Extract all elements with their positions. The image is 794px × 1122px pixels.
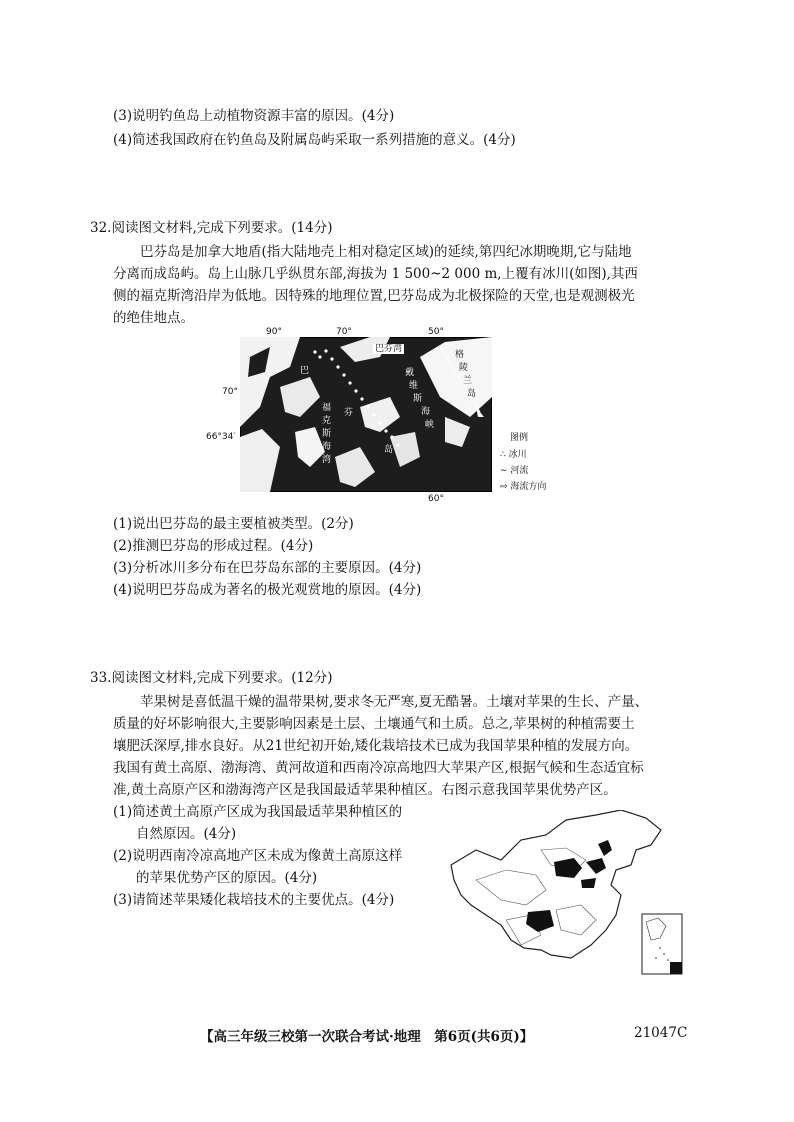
map-label-greenland-2: 陵 bbox=[459, 363, 469, 373]
legend-river-label: 河流 bbox=[510, 466, 529, 476]
q32-text-line4: 的绝佳地点。 bbox=[113, 310, 194, 326]
river-icon: ∼ bbox=[500, 466, 508, 476]
q32-text-line1: 巴芬岛是加拿大地盾(指大陆地壳上相对稳定区域)的延续,第四纪冰期晚期,它与陆地 bbox=[140, 244, 632, 260]
legend-current-label: 海流方向 bbox=[510, 482, 547, 492]
q33-text-line4: 我国有黄土高原、渤海湾、黄河故道和西南冷凉高地四大苹果产区,根据气候和生态适宜标 bbox=[113, 760, 644, 776]
map-label-davis-4: 海 bbox=[421, 407, 431, 417]
map-lon-50: 50° bbox=[428, 327, 444, 337]
map-lat-66: 66°34′ bbox=[206, 432, 236, 442]
map-frame bbox=[240, 337, 492, 492]
map-label-greenland-4: 岛 bbox=[467, 389, 477, 399]
map-label-davis-1: 戴 bbox=[405, 368, 415, 378]
current-arrow-icon: ⇨ bbox=[500, 482, 508, 492]
map-lon-90: 90° bbox=[266, 327, 282, 337]
map-lon-70: 70° bbox=[336, 327, 352, 337]
q32-sub3: (3)分析冰川多分布在巴芬岛东部的主要原因。(4分) bbox=[113, 560, 422, 576]
q32-text-line2: 分离而成岛屿。岛上山脉几乎纵贯东部,海拔为 1 500~2 000 m,上覆有冰川(如图),其西 bbox=[113, 266, 638, 282]
glacier-icon: ∴ bbox=[500, 450, 506, 460]
q32-heading: 32.阅读图文材料,完成下列要求。(14分) bbox=[90, 220, 333, 236]
map-label-baffin-bay: 巴芬湾 bbox=[375, 344, 403, 354]
legend-river bbox=[500, 463, 528, 476]
q32-sub1: (1)说出巴芬岛的最主要植被类型。(2分) bbox=[113, 516, 354, 532]
legend-current bbox=[500, 479, 546, 492]
q31-sub4: (4)简述我国政府在钓鱼岛及附属岛屿采取一系列措施的意义。(4分) bbox=[113, 132, 516, 148]
q33-text-line2: 质量的好坏影响很大,主要影响因素是土层、土壤通气和土质。总之,苹果树的种植需要土 bbox=[113, 716, 635, 732]
map-label-greenland-3: 兰 bbox=[463, 376, 473, 386]
map-label-foxe-2: 克 bbox=[322, 416, 332, 426]
map-lat-70: 70° bbox=[222, 387, 238, 397]
legend-glacier bbox=[500, 447, 527, 460]
q33-text-line1: 苹果树是喜低温干燥的温带果树,要求冬无严寒,夏无酷暑。土壤对苹果的生长、产量、 bbox=[140, 694, 649, 710]
map-label-davis-5: 峡 bbox=[425, 420, 435, 430]
q33-heading: 33.阅读图文材料,完成下列要求。(12分) bbox=[90, 670, 333, 686]
map-label-foxe-1: 福 bbox=[322, 403, 332, 413]
q33-sub1-line1: (1)简述黄土高原产区成为我国最适苹果种植区的 bbox=[113, 804, 403, 820]
q32-sub4: (4)说明巴芬岛成为著名的极光观赏地的原因。(4分) bbox=[113, 582, 422, 598]
map-legend-title: 图例 bbox=[510, 433, 529, 443]
footer-code: 21047C bbox=[634, 1025, 688, 1041]
legend-glacier-label: 冰川 bbox=[508, 450, 527, 460]
q33-sub2-line1: (2)说明西南冷凉高地产区未成为像黄土高原这样 bbox=[113, 848, 403, 864]
map-label-foxe-3: 斯 bbox=[322, 429, 332, 439]
q32-text-line3: 侧的福克斯湾沿岸为低地。因特殊的地理位置,巴芬岛成为北极探险的天堂,也是观测极光 bbox=[113, 288, 635, 304]
q33-sub2-line2: 的苹果优势产区的原因。(4分) bbox=[136, 870, 318, 886]
q33-text-line3: 壤肥沃深厚,排水良好。从21世纪初开始,矮化栽培技术已成为我国苹果种植的发展方向。 bbox=[113, 738, 639, 754]
map-label-foxe-5: 湾 bbox=[322, 455, 332, 465]
map-label-davis-3: 斯 bbox=[413, 394, 423, 404]
map-label-davis-2: 维 bbox=[409, 381, 419, 391]
map-label-greenland-1: 格 bbox=[455, 350, 465, 360]
map-label-baffin-2: 芬 bbox=[344, 408, 354, 418]
q33-sub1-line2: 自然原因。(4分) bbox=[136, 826, 237, 842]
q31-sub3: (3)说明钓鱼岛上动植物资源丰富的原因。(4分) bbox=[113, 108, 395, 124]
map-label-baffin-1: 巴 bbox=[300, 366, 310, 376]
q33-sub3: (3)请简述苹果矮化栽培技术的主要优点。(4分) bbox=[113, 892, 395, 908]
q33-text-line5: 准,黄土高原产区和渤海湾产区是我国最适苹果种植区。右图示意我国苹果优势产区。 bbox=[113, 782, 617, 798]
map-label-foxe-4: 海 bbox=[322, 442, 332, 452]
map-label-baffin-3: 岛 bbox=[384, 445, 394, 455]
map-lon-60: 60° bbox=[428, 494, 444, 504]
footer-title: 【高三年级三校第一次联合考试·地理 第6页(共6页)】 bbox=[200, 1029, 534, 1045]
q32-sub2: (2)推测巴芬岛的形成过程。(4分) bbox=[113, 538, 314, 554]
china-apple-map bbox=[446, 810, 696, 980]
